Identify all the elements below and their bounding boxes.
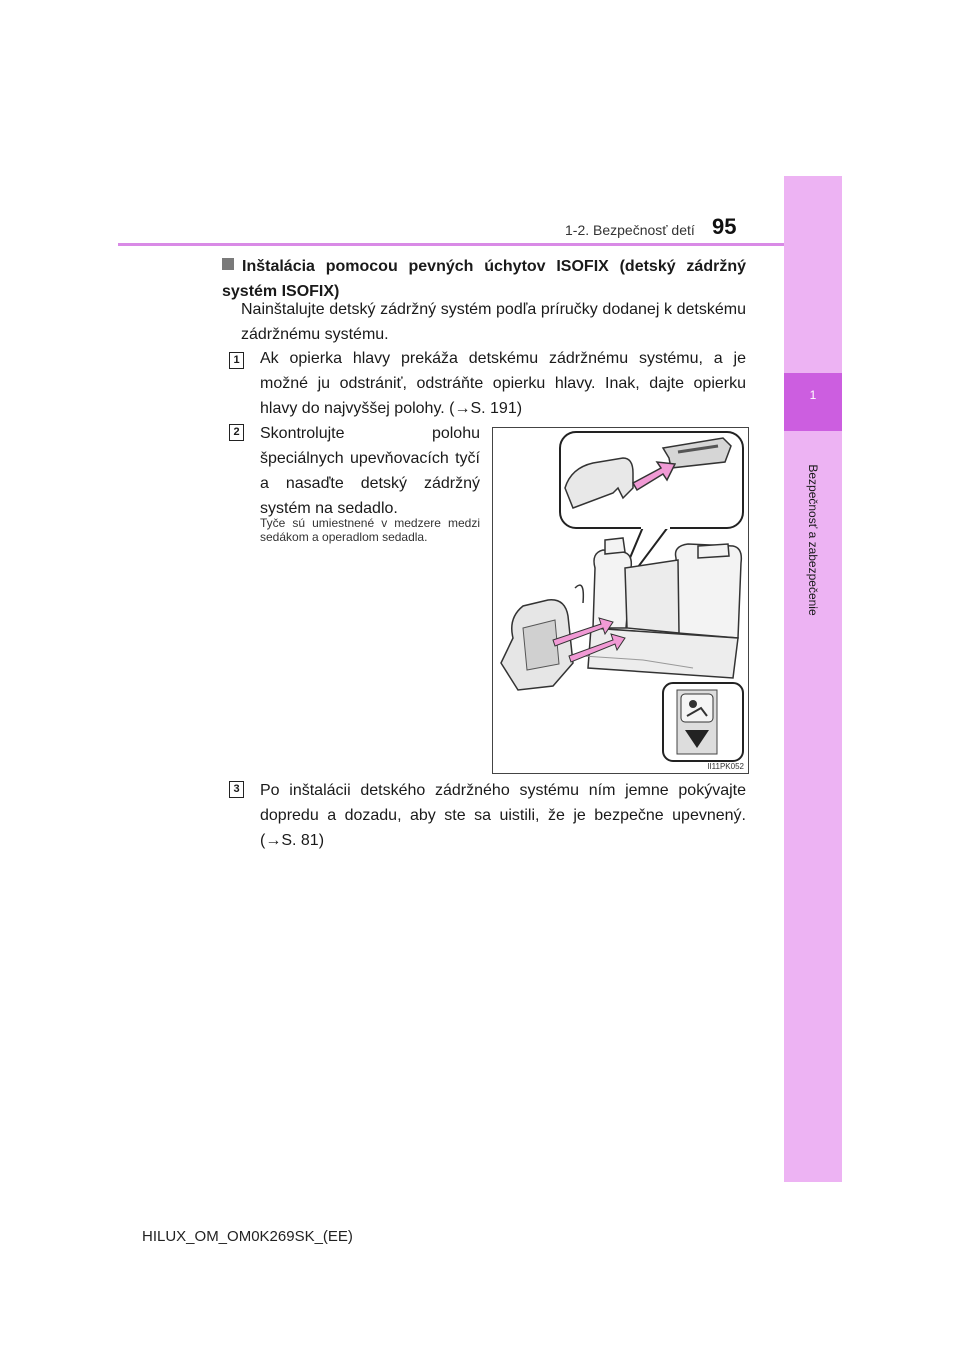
step-2-number: 2: [229, 424, 244, 441]
step-3-number: 3: [229, 781, 244, 798]
page-number: 95: [712, 214, 737, 239]
step-1-number: 1: [229, 352, 244, 369]
chapter-title: Bezpečnosť a zabezpečenie: [806, 464, 820, 616]
figure-code: II11PK052: [707, 762, 744, 771]
isofix-installation-illustration: [493, 428, 748, 773]
section-title: 1-2. Bezpečnosť detí: [565, 222, 695, 238]
intro-paragraph: Nainštalujte detský zádržný systém podľa príručky dodanej k detskému zádržnému systému.: [241, 301, 746, 343]
chapter-number: 1: [809, 388, 817, 402]
callout-pointer-mask: [641, 524, 670, 529]
seat-back-right: [676, 544, 742, 638]
headrest-left: [605, 538, 625, 554]
step-2-note: Tyče sú umiestnené v medzere medzi sedákom a operadlom sedadla.: [260, 516, 480, 544]
step-1-text: Ak opierka hlavy prekáža detskému zádržnému systému, a je možné ju odstrániť, odstráňte opierku hlavy. Inak, dajte opierku hlavy do najvyššej polohy. (→S. 191): [260, 350, 746, 417]
isofix-figure: [492, 427, 749, 774]
step-3-text: Po inštalácii detského zádržného systému ním jemne pokývajte dopredu a dozadu, aby ste sa uistili, že je bezpečne upevnený. (→S. 81): [260, 782, 746, 849]
chapter-side-tab: [784, 176, 842, 1182]
headrest-right: [698, 544, 729, 558]
heading-text: Inštalácia pomocou pevných úchytov ISOFIX (detský zádržný systém ISOFIX): [222, 258, 746, 300]
tether-strap: [575, 585, 583, 603]
square-bullet-icon: [222, 258, 234, 270]
chapter-tab-active-marker[interactable]: [784, 373, 842, 431]
child-seat-inner: [523, 620, 559, 670]
header-rule: [118, 243, 784, 246]
isofix-child-icon: [681, 694, 713, 722]
step-2-text: Skontrolujte polohu špeciálnych upevňovacích tyčí a nasaďte detský zádržný systém na sedadlo.: [260, 425, 480, 517]
seat-back-middle: [625, 560, 679, 633]
manual-code: HILUX_OM_OM0K269SK_(EE): [142, 1228, 353, 1245]
